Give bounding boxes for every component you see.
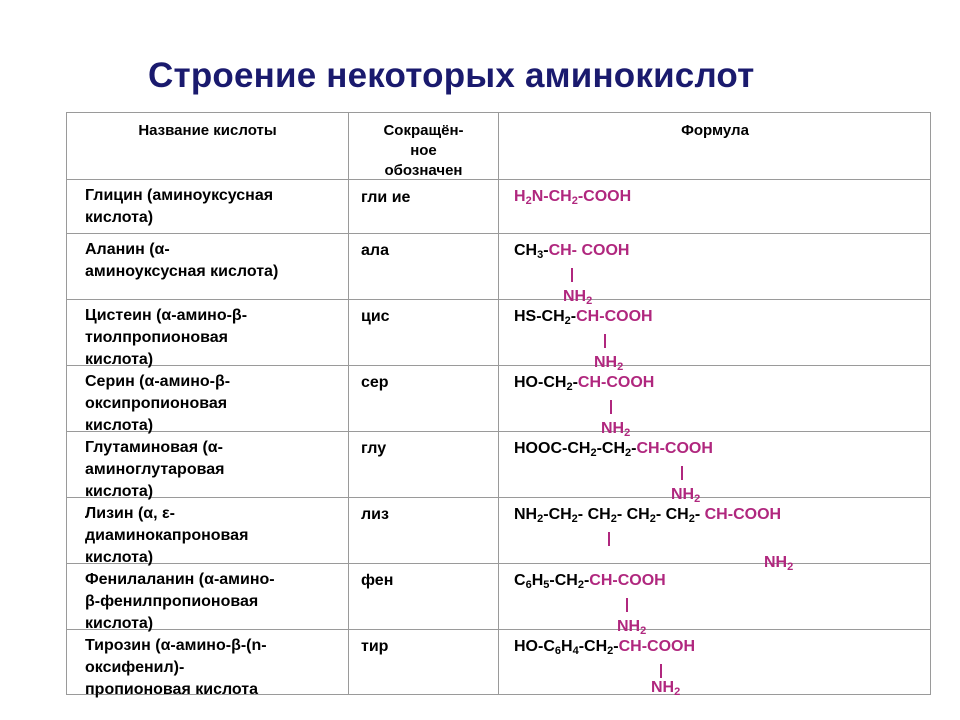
formula-alanine: $CH_3-CH-$ COOH [514,242,630,261]
row-divider [67,233,931,234]
bond-line [626,598,628,612]
row-name-serine: Серин (α-амино-β- оксипропионовая кислота) [85,373,231,434]
bond-line [604,334,606,348]
amino-group: $NH_2$ [601,420,631,439]
bond-line [681,466,683,480]
amino-acid-table [66,112,931,698]
row-name-cysteine: Цистеин (α-амино-β- тиолпропионовая кислота) [85,307,248,368]
row-abbr-alanine: ала [361,242,389,259]
row-abbr-lysine: лиз [361,506,389,523]
row-name-lysine: Лизин (α, ε- диаминокапроновая кислота) [85,505,249,566]
formula-glycine: $H_2N-CH_2$-COOH [514,188,632,207]
amino-group: $NH_2$ [594,354,624,373]
amino-group: $NH_2$ [671,486,701,505]
bond-line [660,664,662,678]
header-name: Название кислоты [138,122,277,139]
formula-glutamic: HOOC-$CH_2-CH_2-CH$-COOH [514,440,713,459]
formula-cysteine: $HS-CH_2-CH$-COOH [514,308,653,327]
row-name-tyrosine: Тирозин (α-амино-β-(n- оксифенил)- пропионовая кислота [85,637,267,698]
amino-group: $NH_2$ [764,554,794,573]
header-abbreviation: Сокращён- ное обозначен [383,122,464,179]
row-divider [67,179,931,180]
column-divider [498,113,499,695]
row-abbr-tyrosine: тир [361,638,389,655]
formula-serine: $HO-CH_2-CH$-COOH [514,374,655,393]
header-formula: Формула [681,122,749,139]
amino-group: $NH_2$ [651,679,681,698]
row-abbr-serine: сер [361,374,389,391]
row-divider [67,299,931,300]
row-abbr-phenylalanine: фен [361,572,394,589]
formula-tyrosine: $HO-C_6H_4-CH_2-CH$-COOH [514,638,696,657]
row-name-alanine: Аланин (α- аминоуксусная кислота) [85,241,279,280]
formula-lysine: $NH_2-CH_2-$ $CH_2-$ $CH_2-$ $CH_2-$ CH-COOH [514,506,782,525]
bond-line [608,532,610,546]
row-name-phenylalanine: Фенилаланин (α-амино- β-фенилпропионовая кислота) [85,571,275,632]
page-title: Строение некоторых аминокислот [148,56,755,95]
formula-phenylalanine: $C_6H_5-CH_2-CH$-COOH [514,572,666,591]
row-name-glycine: Глицин (аминоуксусная кислота) [85,187,274,226]
bond-line [610,400,612,414]
row-abbr-cysteine: цис [361,308,390,325]
column-divider [348,113,349,695]
amino-group: $NH_2$ [617,618,647,637]
amino-group: $NH_2$ [563,288,593,307]
table-border [930,113,931,695]
bond-line [571,268,573,282]
row-abbr-glycine: гли ие [361,189,411,206]
row-name-glutamic: Глутаминовая (α- аминоглутаровая кислота) [85,439,225,500]
row-abbr-glutamic: глу [361,440,387,457]
